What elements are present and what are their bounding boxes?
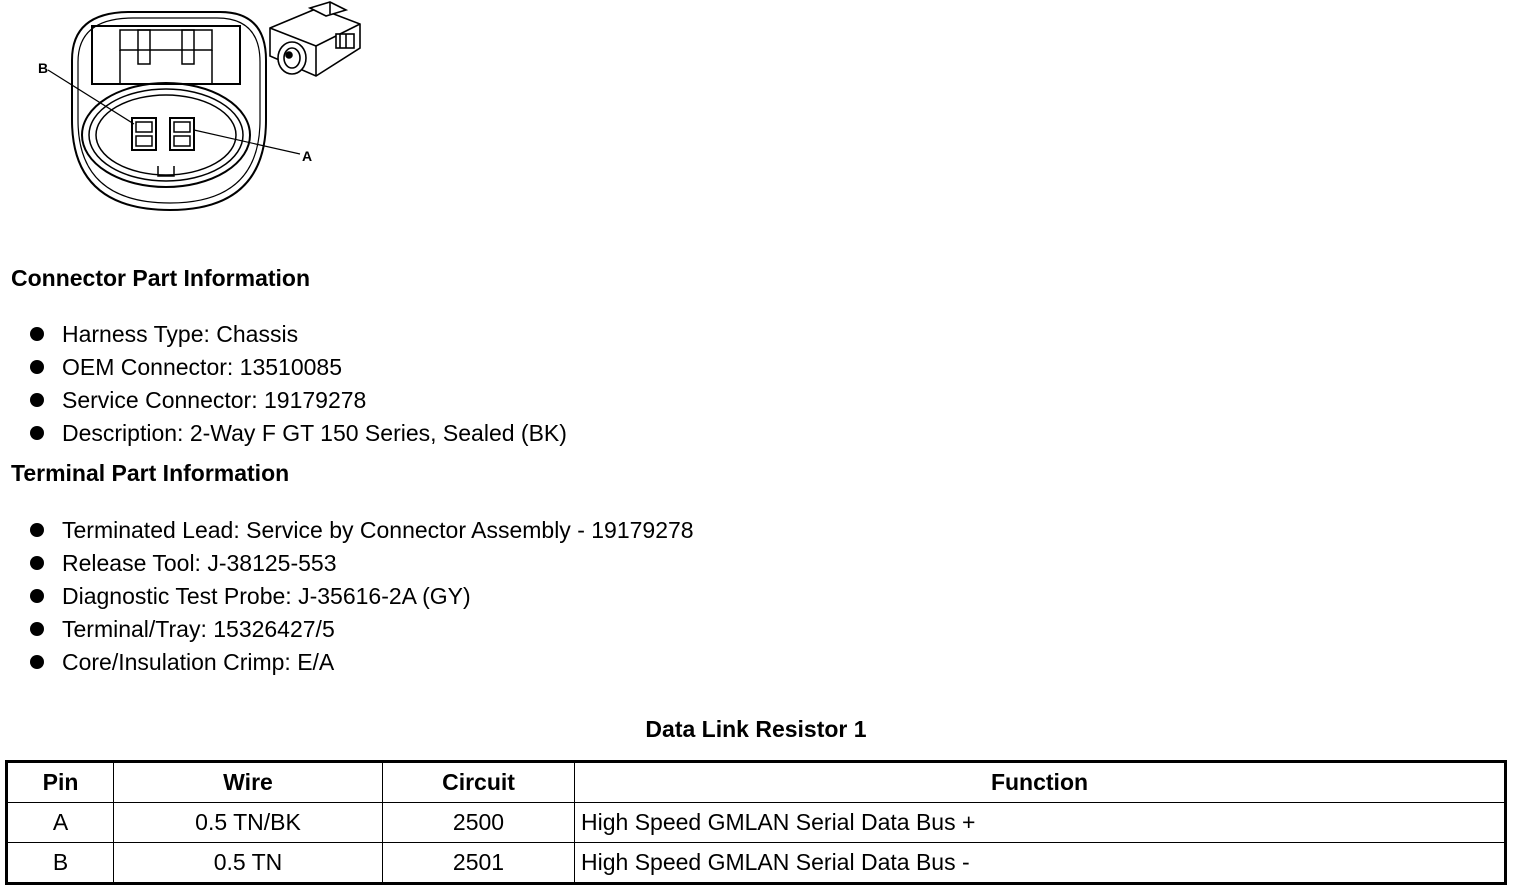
table-title: Data Link Resistor 1 [645, 716, 867, 742]
bullet-icon [30, 393, 44, 407]
list-item: Service Connector: 19179278 [30, 384, 567, 417]
list-item: Diagnostic Test Probe: J-35616-2A (GY) [30, 580, 694, 613]
list-item: Harness Type: Chassis [30, 318, 567, 351]
bullet-icon [30, 589, 44, 603]
pinout-table [5, 760, 1507, 885]
connector-diagram [30, 0, 370, 220]
list-item: Description: 2-Way F GT 150 Series, Sealed (BK) [30, 417, 567, 450]
list-item: OEM Connector: 13510085 [30, 351, 567, 384]
pin-cell: A [7, 803, 114, 843]
terminal-info-list [30, 514, 694, 679]
list-item: Terminal/Tray: 15326427/5 [30, 613, 694, 646]
wire-cell: 0.5 TN/BK [114, 803, 383, 843]
pin-cell: B [7, 843, 114, 884]
wire-cell: 0.5 TN [114, 843, 383, 884]
callout-b: B [38, 60, 49, 76]
function-cell: High Speed GMLAN Serial Data Bus - [575, 843, 1506, 884]
terminal-section-heading: Terminal Part Information [11, 460, 290, 486]
function-cell: High Speed GMLAN Serial Data Bus + [575, 803, 1506, 843]
column-header-function: Function [575, 762, 1506, 803]
circuit-cell: 2501 [383, 843, 575, 884]
list-item: Release Tool: J-38125-553 [30, 547, 694, 580]
connector-latch [92, 26, 240, 84]
connector-thumbnail [270, 2, 360, 76]
list-item: Core/Insulation Crimp: E/A [30, 646, 694, 679]
bullet-icon [30, 426, 44, 440]
bullet-icon [30, 556, 44, 570]
list-item: Terminated Lead: Service by Connector Assembly - 19179278 [30, 514, 694, 547]
bullet-icon [30, 327, 44, 341]
connector-info-list [30, 318, 567, 450]
terminal-cavity-b [132, 118, 156, 150]
table-row [7, 803, 1506, 843]
column-header-circuit: Circuit [383, 762, 575, 803]
bullet-icon [30, 360, 44, 374]
terminal-cavity-a [170, 118, 194, 150]
callout-a: A [302, 148, 313, 164]
column-header-wire: Wire [114, 762, 383, 803]
table-header-row [7, 762, 1506, 803]
bullet-icon [30, 622, 44, 636]
bullet-icon [30, 523, 44, 537]
table-row [7, 843, 1506, 884]
circuit-cell: 2500 [383, 803, 575, 843]
connector-section-heading: Connector Part Information [11, 265, 311, 291]
bullet-icon [30, 655, 44, 669]
column-header-pin: Pin [7, 762, 114, 803]
